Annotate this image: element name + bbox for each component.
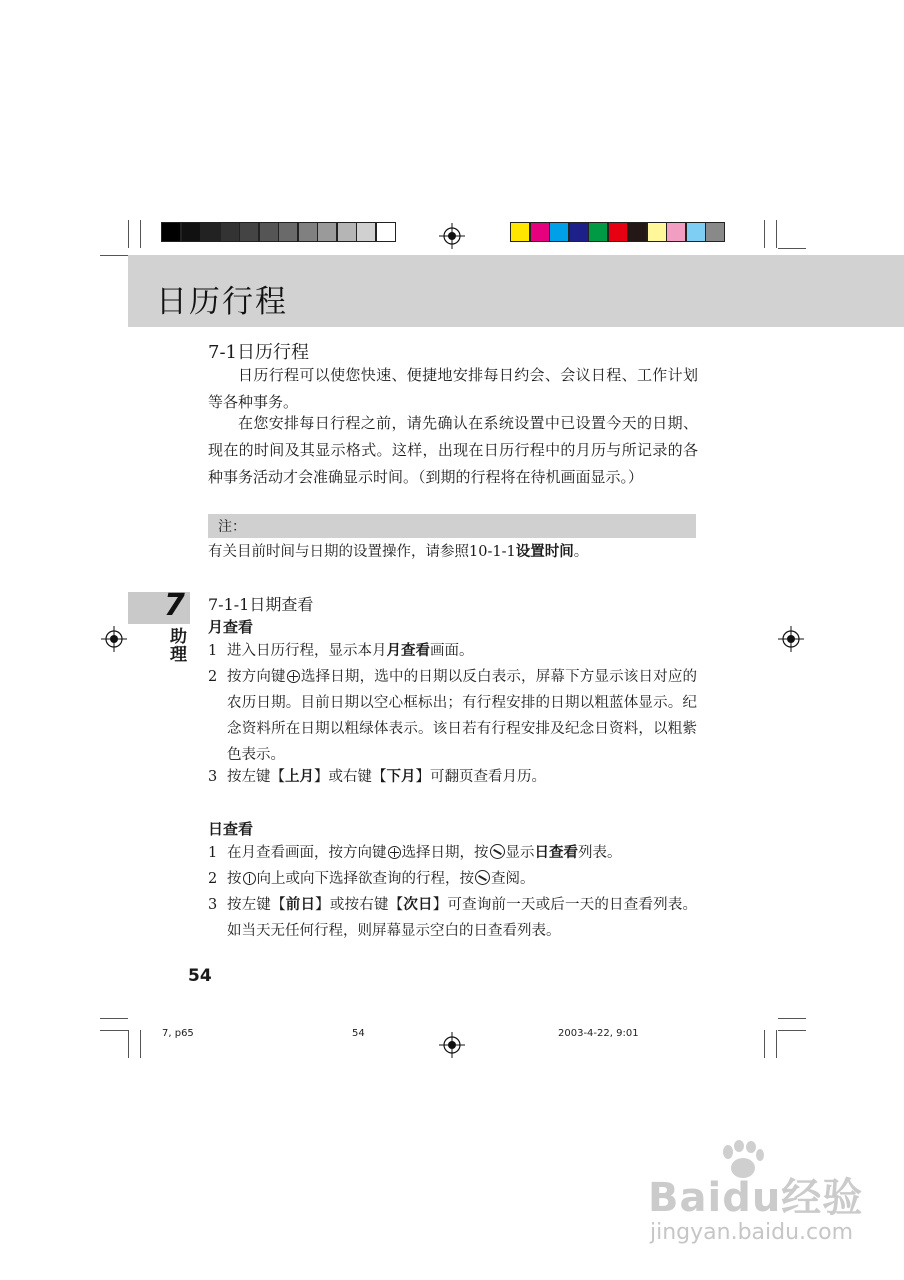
registration-mark-icon — [439, 1032, 465, 1058]
crop-mark — [776, 220, 777, 248]
color-swatch — [317, 222, 337, 242]
color-swatch — [530, 222, 550, 242]
subsection-title: 7-1-1日期查看 — [208, 595, 314, 614]
ok-key-icon — [475, 870, 490, 885]
crop-mark — [140, 1030, 141, 1058]
note-bar — [208, 514, 696, 538]
list-item: 2 按 向上或向下选择欲查询的行程，按 查阅。 — [208, 871, 535, 887]
color-swatch — [356, 222, 376, 242]
direction-key-icon — [388, 846, 401, 859]
crop-mark — [128, 1030, 129, 1058]
crop-mark — [778, 248, 806, 249]
color-swatch — [647, 222, 667, 242]
color-swatch — [627, 222, 647, 242]
color-swatch — [549, 222, 569, 242]
list-item: 1 进入日历行程，显示本月月查看画面。 — [208, 642, 474, 659]
registration-mark-icon — [101, 626, 127, 652]
ok-key-icon — [490, 844, 505, 859]
color-swatch — [200, 222, 220, 242]
registration-mark-icon — [439, 223, 465, 249]
color-swatch — [510, 222, 530, 242]
color-swatch — [259, 222, 279, 242]
list-item: 2 按方向键 选择日期，选中的日期以反白表示，屏幕下方显示该日对应的农历日期。目前日期以空心框标出；有行程安排的日期以粗蓝体显示。纪念资料所在日期以粗绿体表示。该日若有行程安排及纪念日资料，以粗紫色表示。 — [208, 669, 698, 763]
watermark-brand: Baidu经验 — [648, 1175, 864, 1221]
color-swatch — [376, 222, 396, 242]
direction-key-icon — [287, 670, 300, 683]
footer-filename: 7, p65 — [162, 1028, 194, 1039]
color-swatch — [161, 222, 181, 242]
chapter-tab-char: 助 — [170, 627, 187, 647]
section-title: 7-1日历行程 — [208, 342, 309, 363]
color-swatch — [666, 222, 686, 242]
crop-mark — [140, 220, 141, 248]
intro-paragraph: 日历行程可以使您快速、便捷地安排每日约会、会议日程、工作计划等各种事务。 — [208, 366, 698, 411]
day-view-heading: 日查看 — [208, 820, 254, 838]
chapter-title: 日历行程 — [156, 284, 288, 320]
chapter-tab-char: 理 — [170, 645, 187, 665]
note-label: 注： — [218, 519, 246, 535]
color-swatch — [588, 222, 608, 242]
color-swatch — [298, 222, 318, 242]
registration-mark-icon — [778, 626, 804, 652]
crop-mark — [100, 1030, 128, 1031]
month-view-heading: 月查看 — [208, 618, 254, 636]
color-swatch — [220, 222, 240, 242]
crop-mark — [778, 1018, 806, 1019]
chapter-tab-number: 7 — [164, 588, 185, 623]
watermark-url: jingyan.baidu.com — [650, 1220, 854, 1245]
crop-mark — [764, 1030, 765, 1058]
crop-mark — [778, 1030, 806, 1031]
crop-mark — [764, 220, 765, 248]
color-swatch — [569, 222, 589, 242]
crop-mark — [128, 220, 129, 248]
list-item: 1 在月查看画面，按方向键 选择日期，按 显示日查看列表。 — [208, 844, 622, 861]
crop-mark — [100, 255, 128, 256]
page-number: 54 — [188, 966, 212, 986]
color-swatch — [686, 222, 706, 242]
color-swatch — [705, 222, 725, 242]
updown-key-icon — [243, 872, 256, 885]
crop-mark — [776, 1030, 777, 1058]
color-swatch — [181, 222, 201, 242]
color-swatch — [278, 222, 298, 242]
note-text: 有关目前时间与日期的设置操作，请参照10-1-1设置时间。 — [208, 543, 589, 560]
list-item: 3 按左键【前日】或按右键【次日】可查询前一天或后一天的日查看列表。如当天无任何行程，则屏幕显示空白的日查看列表。 — [208, 896, 698, 939]
color-swatch — [608, 222, 628, 242]
footer-timestamp: 2003-4-22, 9:01 — [558, 1028, 639, 1039]
setup-paragraph: 在您安排每日行程之前，请先确认在系统设置中已设置今天的日期、现在的时间及其显示格式。这样，出现在日历行程中的月历与所记录的各种事务活动才会准确显示时间。（到期的行程将在待机画面显示。） — [208, 414, 698, 486]
color-swatch — [239, 222, 259, 242]
footer-page: 54 — [352, 1028, 365, 1039]
color-swatch — [337, 222, 357, 242]
list-item: 3 按左键【上月】或右键【下月】可翻页查看月历。 — [208, 768, 546, 785]
crop-mark — [100, 1018, 128, 1019]
